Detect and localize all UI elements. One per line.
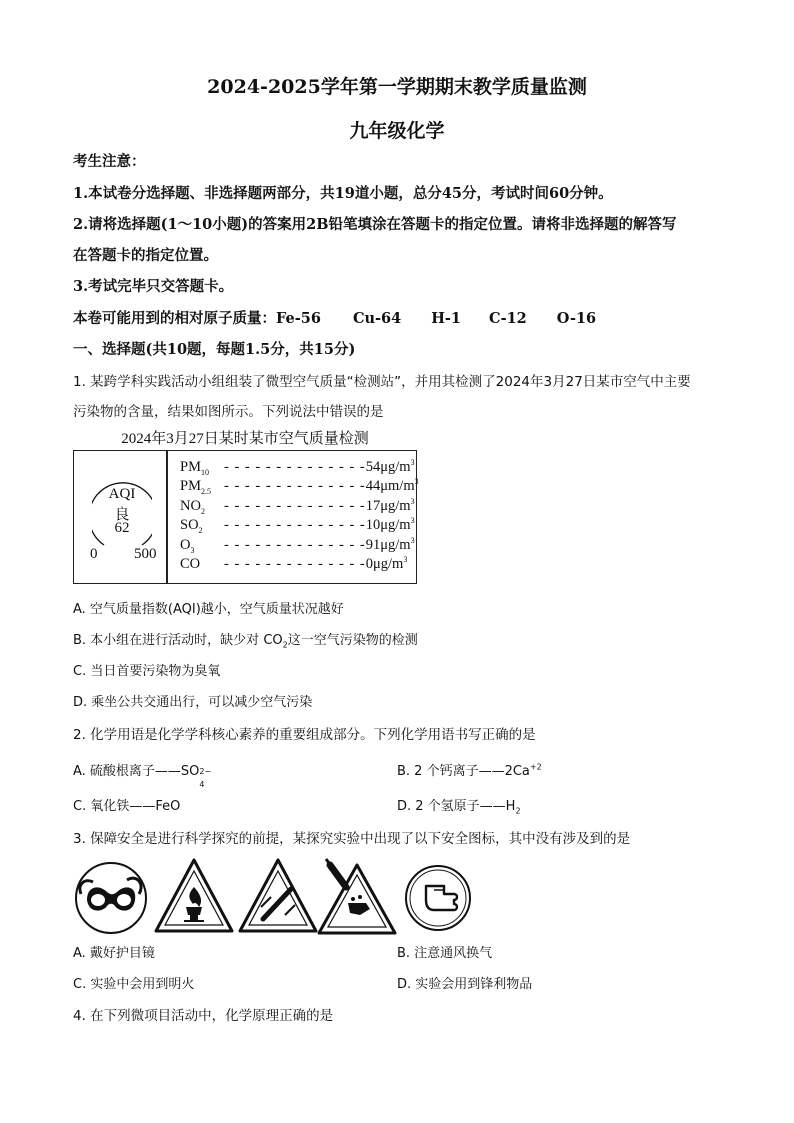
q2-option-a [73, 760, 213, 789]
hot-surface-icon [316, 857, 398, 937]
q2-option-d-sub: 2 [515, 806, 521, 816]
q3-option-c: C. 实验中会用到明火 [73, 977, 195, 992]
pollutant-leader: - - - - - - - - - - - - - - [224, 517, 366, 534]
sharp-object-icon [237, 857, 319, 935]
q1-option-a: A. 空气质量指数(AQI)越小，空气质量状况越好 [73, 602, 344, 617]
exam-title: 2024-2025学年第一学期期末教学质量监测 [207, 76, 587, 98]
q1-option-b-post: 这一空气污染物的检测 [287, 633, 418, 648]
notice-item-3: 3.考试完毕只交答题卡。 [73, 278, 234, 295]
notice-item-2a: 2.请将选择题(1～10小题)的答案用2B铅笔填涂在答题卡的指定位置。请将非选择题的解答写 [73, 216, 677, 233]
pollutant-name: $NO_2$ [180, 497, 205, 516]
pollutant-name: CO [180, 556, 201, 573]
hand-wash-icon [404, 860, 472, 936]
goggles-icon [73, 860, 149, 936]
atomic-masses-line [73, 307, 596, 328]
q2-option-b-pre: B. 2 个钙离子——2Ca [397, 764, 530, 779]
pollutant-row [180, 458, 415, 477]
pollutant-value: $54\mu g/m^3$ [365, 458, 415, 475]
pollutant-row [180, 556, 407, 575]
q3-option-b: B. 注意通风换气 [397, 946, 493, 961]
q1-stem-line-1: 1. 某跨学科实践活动小组组装了微型空气质量“检测站”，并用其检测了2024年3月27日某市空气中主要 [73, 374, 691, 390]
pollutant-leader: - - - - - - - - - - - - - - [224, 497, 366, 514]
aqi-min: 0 [90, 546, 98, 562]
atomic-mass-c: C-12 [489, 310, 527, 327]
atomic-mass-cu: Cu-64 [352, 310, 402, 327]
notice-item-2b: 在答题卡的指定位置。 [73, 247, 218, 264]
q3-option-a: A. 戴好护目镜 [73, 946, 155, 961]
pollutant-row [180, 497, 415, 516]
pollutant-name: $SO_2$ [180, 517, 203, 536]
open-flame-icon [153, 857, 235, 935]
pollutant-name: $PM_{2.5}$ [180, 478, 211, 497]
pollutant-value: $44\mu m/m^3$ [365, 477, 419, 495]
atomic-mass-o: O-16 [556, 310, 597, 327]
pollutant-leader: - - - - - - - - - - - - - - [224, 458, 366, 475]
pollutant-row [180, 536, 415, 555]
aqi-divider [166, 451, 168, 583]
pollutant-name: $PM_{10}$ [180, 458, 209, 477]
pollutant-name: $O_3$ [180, 536, 195, 555]
q4-stem: 4. 在下列微项目活动中，化学原理正确的是 [73, 1008, 334, 1024]
q1-option-c: C. 当日首要污染物为臭氧 [73, 664, 221, 679]
aqi-label: AQI [108, 486, 136, 502]
pollutant-value: $91\mu g/m^3$ [365, 536, 415, 553]
aqi-figure [73, 450, 417, 584]
q2-option-a-sub: 4 [199, 780, 205, 789]
section-1-heading: 一、选择题(共10题，每题1.5分，共15分) [73, 341, 356, 358]
q2-option-d [397, 795, 521, 816]
exam-subtitle: 九年级化学 [349, 120, 445, 142]
notice-heading: 考生注意： [73, 153, 146, 170]
q1-stem-line-2: 污染物的含量，结果如图所示。下列说法中错误的是 [73, 404, 384, 420]
pollutant-value: $10\mu g/m^3$ [365, 516, 415, 534]
pollutant-row [180, 478, 419, 497]
aqi-level: 良 [114, 507, 130, 523]
aqi-max: 500 [134, 546, 157, 562]
q2-option-b-sup: +2 [529, 762, 542, 772]
q2-option-d-pre: D. 2 个氢原子——H [397, 799, 516, 814]
q3-stem: 3. 保障安全是进行科学探究的前提，某探究实验中出现了以下安全图标，其中没有涉及到的是 [73, 831, 631, 847]
atomic-mass-fe: Fe-56 [276, 310, 321, 327]
q1-option-b [73, 629, 418, 650]
pollutant-row [180, 517, 415, 536]
q3-option-d: D. 实验会用到锋利物品 [397, 977, 533, 992]
q2-option-a-pre: A. 硫酸根离子——SO [73, 764, 200, 779]
pollutant-value: $17\mu g/m^3$ [365, 497, 415, 514]
notice-item-1: 1.本试卷分选择题、非选择题两部分，共19道小题，总分45分，考试时间60分钟。 [73, 185, 613, 202]
q1-option-b-sub: 2 [282, 640, 288, 650]
pollutant-leader: - - - - - - - - - - - - - - [224, 536, 366, 553]
q1-option-b-pre: B. 本小组在进行活动时，缺少对 CO [73, 633, 283, 648]
pollutant-value: $0\mu g/m^3$ [365, 555, 408, 573]
q2-stem: 2. 化学用语是化学学科核心素养的重要组成部分。下列化学用语书写正确的是 [73, 727, 536, 743]
q2-option-c: C. 氧化铁——FeO [73, 799, 181, 814]
q2-option-b [397, 760, 542, 779]
q1-option-d: D. 乘坐公共交通出行，可以减少空气污染 [73, 695, 313, 710]
atomic-masses-label: 本卷可能用到的相对原子质量： [73, 310, 276, 327]
pollutant-leader: - - - - - - - - - - - - - - [224, 478, 366, 495]
atomic-mass-h: H-1 [431, 310, 462, 327]
pollutant-leader: - - - - - - - - - - - - - - [224, 556, 366, 573]
q2-option-a-sup: 2− [199, 767, 212, 776]
aqi-value: 62 [114, 520, 130, 536]
q1-figure-caption: 2024年3月27日某时某市空气质量检测 [121, 431, 369, 447]
